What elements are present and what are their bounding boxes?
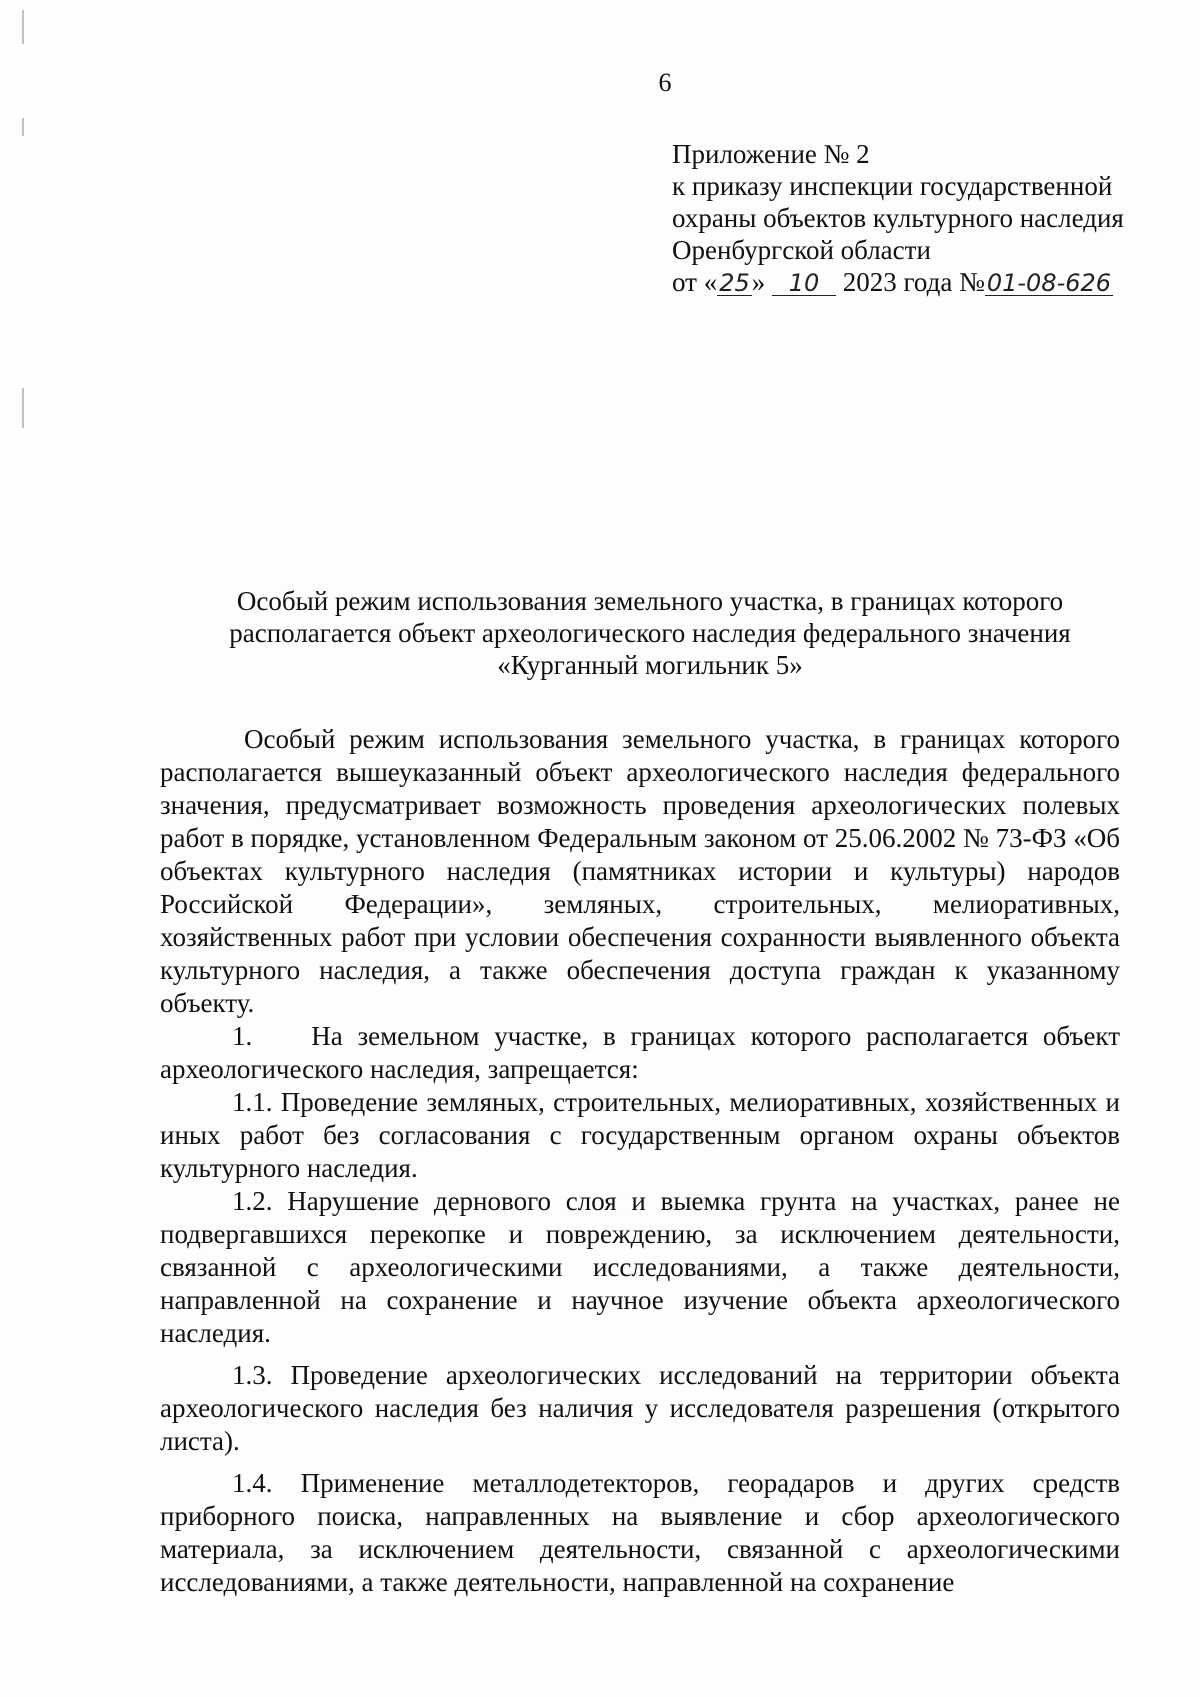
handwritten-order-number: 01-08-626 [986,269,1112,297]
intro-paragraph: Особый режим использования земельного участка, в границах которого располагается вышеуказанный объект археологического наследия федерального значения, предусматривает возможность проведения археологических полевых работ в порядке, установленном Федеральным законом от 25.06.2002 № 73-ФЗ «Об объектах культурного наследия (памятниках истории и культуры) народов Российской Федерации», земляных, строительных, мелиоративных, хозяйственных работ при условии обеспечения сохранности выявленного объекта культурного наследия, а также обеспечения доступа граждан к указанному объекту. [160,724,1120,1018]
date-prefix: от « [672,267,718,297]
scan-artifact [22,388,24,428]
appendix-title: Приложение № 2 [672,139,870,169]
scan-artifact [22,118,24,136]
date-year: 2023 года № [836,267,985,297]
scan-artifact [22,10,24,44]
item-1: 1. На земельном участке, в границах которого располагается объект археологического наследия, запрещается: [160,1021,1120,1084]
item-1-3: 1.3. Проведение археологических исследований на территории объекта археологического наследия без наличия у исследователя разрешения (открытого листа). [160,1360,1120,1456]
title-line: «Курганный могильник 5» [497,650,803,680]
order-date-line [672,266,1124,298]
appendix-line: Оренбургской области [672,235,931,265]
handwritten-month: 10 [772,271,836,296]
appendix-header [672,138,1124,298]
title-line: располагается объект археологического наследия федерального значения [229,618,1071,648]
page-number: 6 [658,68,672,97]
title-line: Особый режим использования земельного участка, в границах которого [236,586,1064,616]
item-1-4: 1.4. Применение металлодетекторов, георадаров и других средств приборного поиска, направленных на выявление и сбор археологического материала, за исключением деятельности, связанной с археологическими исследованиями, а также деятельности, направленной на сохранение [160,1468,1120,1597]
appendix-line: к приказу инспекции государственной [672,171,1113,201]
date-mid: » [751,267,772,297]
handwritten-day: 25 [719,269,750,297]
appendix-line: охраны объектов культурного наследия [672,203,1124,233]
item-1-2: 1.2. Нарушение дернового слоя и выемка грунта на участках, ранее не подвергавшихся перекопке и повреждению, за исключением деятельности, связанной с археологическими исследованиями, а также деятельности, направленной на сохранение и научное изучение объекта археологического наследия. [160,1186,1120,1348]
item-1-1: 1.1. Проведение земляных, строительных, мелиоративных, хозяйственных и иных работ без согласования с государственным органом охраны объектов культурного наследия. [160,1087,1120,1183]
document-body [160,723,1120,1599]
document-title [150,585,1150,681]
